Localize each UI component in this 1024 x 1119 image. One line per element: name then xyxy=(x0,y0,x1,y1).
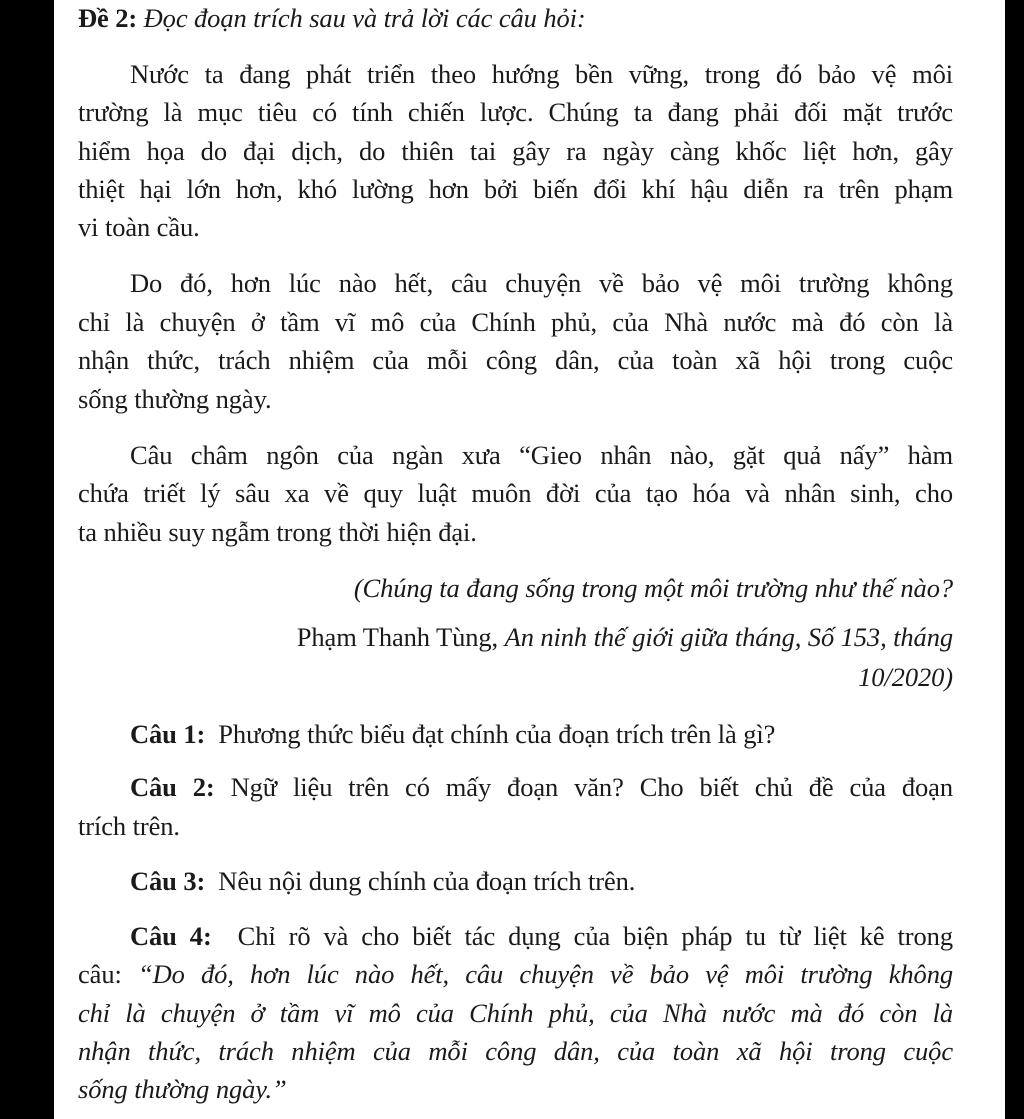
passage-p2-line: Do đó, hơn lúc nào hết, câu chuyện về bảo vệ môi trường không xyxy=(130,268,953,298)
question-4-quote: “Do đó, hơn lúc nào hết, câu chuyện về bảo vệ môi trường không xyxy=(137,959,953,989)
exercise-heading xyxy=(78,2,586,34)
passage-p3-line: ta nhiều suy ngẫm trong thời hiện đại. xyxy=(78,517,477,547)
exercise-instruction: Đọc đoạn trích sau và trả lời các câu hỏi: xyxy=(143,3,586,33)
question-3-text: Nêu nội dung chính của đoạn trích trên. xyxy=(218,866,636,896)
question-4-quote-line: nhận thức, trách nhiệm của mỗi công dân, của toàn xã hội trong cuộc xyxy=(78,1036,953,1066)
passage-p2-line: sống thường ngày. xyxy=(78,384,272,414)
question-1 xyxy=(130,718,775,750)
question-1-text: Phương thức biểu đạt chính của đoạn trích trên là gì? xyxy=(218,719,776,749)
passage-p2-line: chỉ là chuyện ở tầm vĩ mô của Chính phủ, của Nhà nước mà đó còn là xyxy=(78,307,953,337)
question-4 xyxy=(130,920,953,952)
citation-publication: An ninh thế giới giữa tháng, Số 153, tháng xyxy=(504,622,953,652)
question-4-quote-intro: câu: xyxy=(78,959,122,989)
passage-p1-line: Nước ta đang phát triển theo hướng bền vững, trong đó bảo vệ môi xyxy=(130,59,953,89)
citation-date: 10/2020) xyxy=(858,662,953,692)
question-2-text: Ngữ liệu trên có mấy đoạn văn? Cho biết chủ đề của đoạn xyxy=(230,772,953,802)
question-2-cont: trích trên. xyxy=(78,811,180,841)
exercise-label: Đề 2: xyxy=(78,3,138,33)
question-1-label: Câu 1: xyxy=(130,719,206,749)
passage-p3-line: chứa triết lý sâu xa về quy luật muôn đời của tạo hóa và nhân sinh, cho xyxy=(78,478,953,508)
passage-p2-line: nhận thức, trách nhiệm của mỗi công dân, của toàn xã hội trong cuộc xyxy=(78,345,953,375)
question-2 xyxy=(130,771,953,803)
question-3-label: Câu 3: xyxy=(130,866,206,896)
question-2-label: Câu 2: xyxy=(130,772,215,802)
document-page xyxy=(54,0,1005,1119)
question-4-label: Câu 4: xyxy=(130,921,212,951)
passage-p1-line: vi toàn cầu. xyxy=(78,212,200,242)
passage-p1-line: thiệt hại lớn hơn, khó lường hơn bởi biến đổi khí hậu diễn ra trên phạm xyxy=(78,174,953,204)
citation-title: (Chúng ta đang sống trong một môi trường như thế nào? xyxy=(353,573,953,603)
question-4-text: Chỉ rõ và cho biết tác dụng của biện pháp tu từ liệt kê trong xyxy=(237,921,953,951)
citation-source xyxy=(297,621,953,653)
passage-p3-line: Câu châm ngôn của ngàn xưa “Gieo nhân nào, gặt quả nấy” hàm xyxy=(130,440,953,470)
question-3 xyxy=(130,865,635,897)
question-4-quote-line: sống thường ngày.” xyxy=(78,1074,287,1104)
citation-author: Phạm Thanh Tùng, xyxy=(296,622,499,652)
question-4-quote-line: chỉ là chuyện ở tầm vĩ mô của Chính phủ, của Nhà nước mà đó còn là xyxy=(78,998,953,1028)
passage-p1-line: hiểm họa do đại dịch, do thiên tai gây ra ngày càng khốc liệt hơn, gây xyxy=(78,136,953,166)
passage-p1-line: trường là mục tiêu có tính chiến lược. Chúng ta đang phải đối mặt trước xyxy=(78,97,953,127)
question-4-quote-line xyxy=(78,958,953,990)
